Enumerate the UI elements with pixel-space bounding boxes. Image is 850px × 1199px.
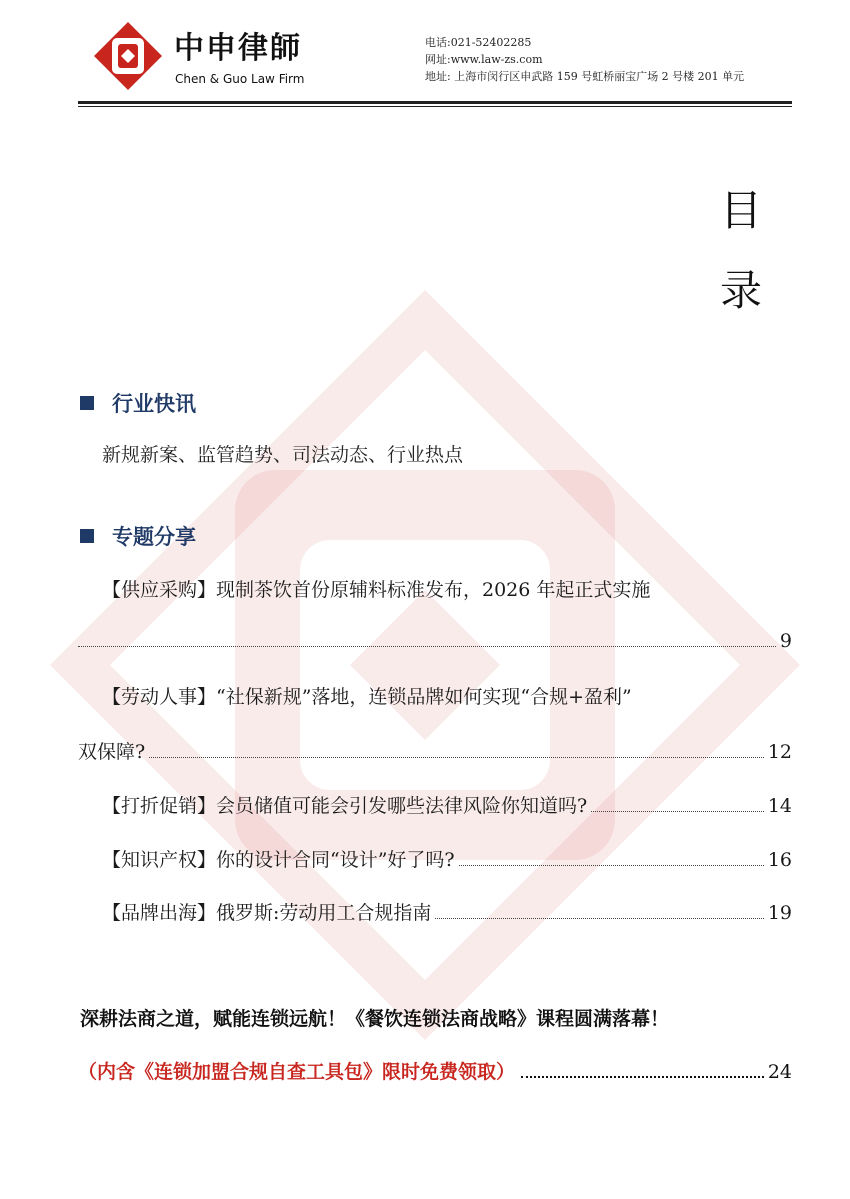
contact-info (425, 34, 744, 85)
leader-dots (591, 811, 764, 812)
toc-page-number: 19 (767, 902, 792, 924)
logo-english-name: Chen & Guo Law Firm (175, 72, 305, 86)
toc-entry-continuation: 双保障? (78, 741, 146, 763)
leader-dots (459, 865, 764, 866)
header-rule-thin (78, 106, 792, 107)
logo-chinese-name: 中申律師 (174, 31, 302, 66)
page-title-char-2: 录 (720, 266, 763, 315)
address-text: 地址: 上海市闵行区申武路 159 号虹桥丽宝广场 2 号楼 201 单元 (425, 70, 745, 83)
toc-entry[interactable] (102, 845, 792, 872)
section-heading-news (80, 388, 196, 418)
phone-text: 电话:021-52402285 (425, 36, 532, 49)
toc-page-number: 14 (767, 795, 792, 817)
leader-dots (435, 918, 763, 919)
promo-subline: （内含《连锁加盟合规自查工具包》限时免费领取） (78, 1061, 516, 1083)
leader-dots (78, 646, 776, 647)
leader-dots (149, 757, 764, 758)
toc-entry[interactable] (102, 898, 792, 925)
section-subtitle: 新规新案、监管趋势、司法动态、行业热点 (102, 444, 464, 466)
leader-dots (521, 1076, 764, 1078)
toc-page-number: 24 (767, 1061, 792, 1083)
toc-entry-leader[interactable] (78, 630, 792, 652)
toc-entry[interactable] (102, 791, 792, 818)
toc-entry-title: 【品牌出海】俄罗斯:劳动用工合规指南 (102, 902, 432, 924)
toc-page-number: 16 (767, 849, 792, 871)
toc-page-number: 9 (779, 630, 792, 652)
toc-entry-title: 【知识产权】你的设计合同“设计”好了吗? (102, 849, 455, 871)
section-title: 行业快讯 (112, 392, 196, 416)
toc-page-number: 12 (767, 741, 792, 763)
section-title: 专题分享 (112, 525, 196, 549)
website-text: 网址:www.law-zs.com (425, 53, 543, 66)
toc-entry-leader[interactable] (78, 737, 792, 764)
toc-entry-title[interactable]: 【劳动人事】“社保新规”落地，连锁品牌如何实现“合规+盈利” (102, 686, 632, 708)
header-rule-thick (78, 101, 792, 104)
promo-headline[interactable]: 深耕法商之道，赋能连锁远航！《餐饮连锁法商战略》课程圆满落幕！ (80, 1008, 670, 1030)
section-heading-topics (80, 521, 196, 551)
section-bullet-icon (80, 529, 94, 543)
section-bullet-icon (80, 396, 94, 410)
toc-entry-title: 【打折促销】会员储值可能会引发哪些法律风险你知道吗? (102, 795, 588, 817)
toc-entry-title[interactable]: 【供应采购】现制茶饮首份原辅料标准发布，2026 年起正式实施 (102, 579, 651, 601)
firm-logo-icon (92, 20, 164, 92)
page-title-char-1: 目 (720, 186, 763, 235)
promo-toc-entry[interactable] (78, 1057, 792, 1084)
